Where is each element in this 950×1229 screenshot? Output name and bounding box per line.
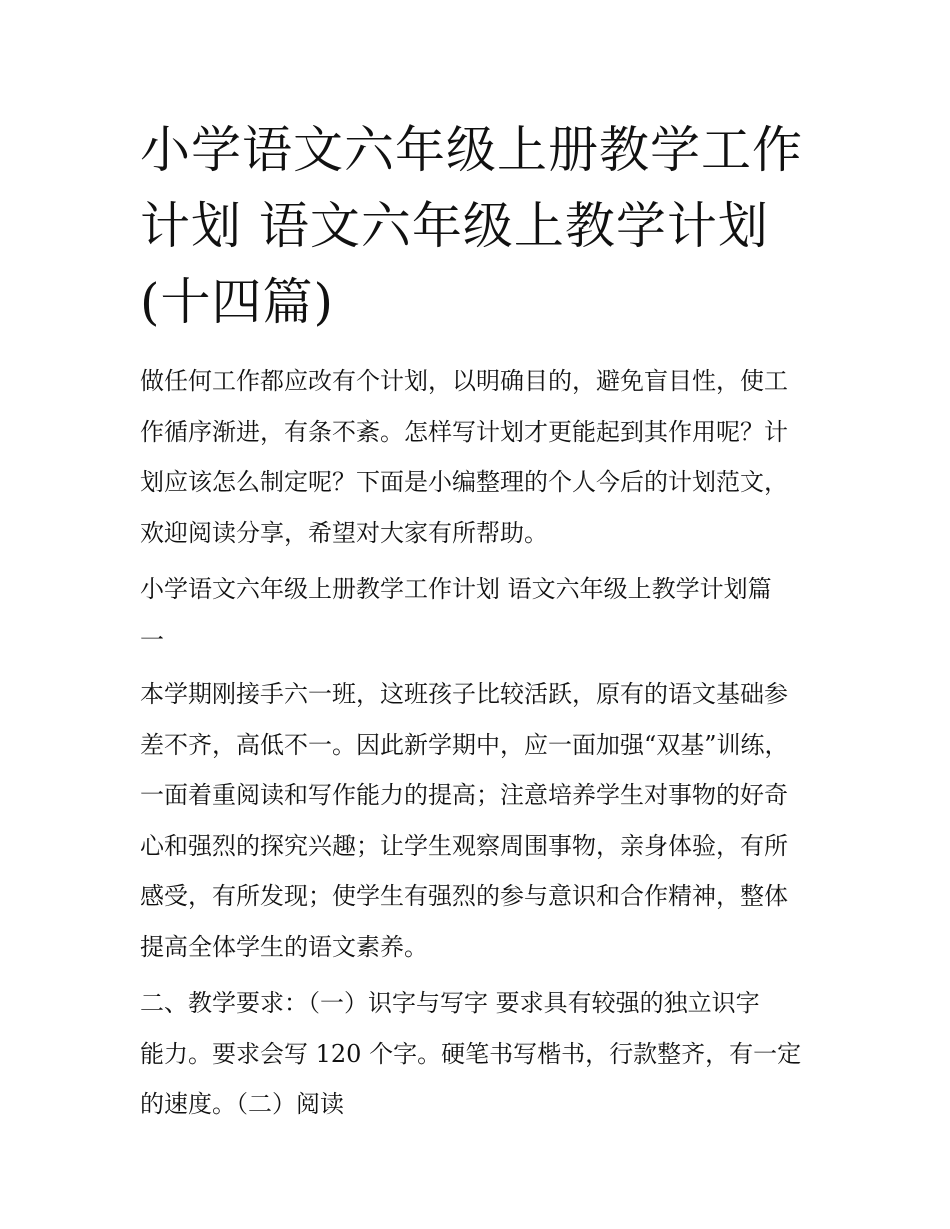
text-line: 差不齐，高低不一。因此新学期中，应一面加强“双基”训练， (140, 730, 789, 759)
text-line: 感受，有所发现；使学生有强烈的参与意识和合作精神，整体 (140, 882, 788, 910)
text-line: 二、教学要求：（一）识字与写字 要求具有较强的独立识字 (140, 989, 760, 1017)
title-line: 小学语文六年级上册教学工作 (140, 121, 803, 179)
text-line: 一面着重阅读和写作能力的提高；注意培养学生对事物的好奇 (140, 781, 788, 809)
text-line: 作循序渐进，有条不紊。怎样写计划才更能起到其作用呢？计 (140, 417, 788, 446)
text-line: 划应该怎么制定呢？下面是小编整理的个人今后的计划范文， (140, 468, 788, 496)
document-title (140, 112, 830, 340)
requirements-paragraph (140, 978, 820, 1130)
text-line: 欢迎阅读分享，希望对大家有所帮助。 (140, 518, 548, 547)
text-line: 的速度。（二）阅读 (140, 1090, 344, 1118)
text-line: 提高全体学生的语文素养。 (140, 932, 428, 961)
intro-paragraph (140, 356, 820, 558)
text-line: 小学语文六年级上册教学工作计划 语文六年级上教学计划篇 (140, 575, 772, 603)
text-line: 心和强烈的探究兴趣；让学生观察周围事物，亲身体验，有所 (140, 831, 788, 860)
document-body (140, 356, 820, 1130)
section-body-paragraph (140, 669, 820, 972)
section-heading (140, 564, 820, 665)
text-line: 本学期刚接手六一班，这班孩子比较活跃，原有的语文基础参 (140, 680, 788, 708)
title-line: 计划 语文六年级上教学计划 (140, 197, 769, 255)
text-line: 能力。要求会写 120 个字。硬笔书写楷书，行款整齐，有一定 (140, 1039, 802, 1068)
text-line: 一 (140, 625, 164, 654)
text-line: 做任何工作都应改有个计划，以明确目的，避免盲目性，使工 (140, 367, 788, 395)
title-line: (十四篇) (140, 273, 335, 331)
